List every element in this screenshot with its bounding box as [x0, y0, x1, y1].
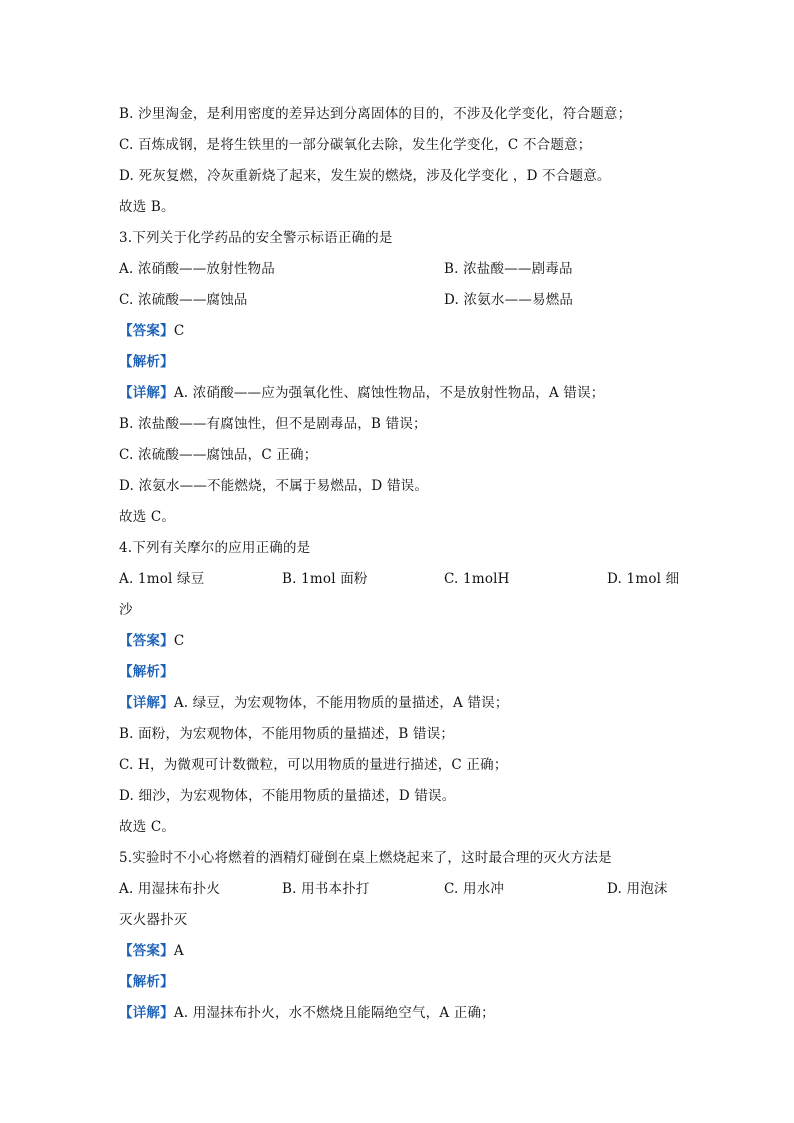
answer-value: A — [173, 943, 184, 959]
answer-value: C — [173, 633, 185, 649]
detail-text: A. 绿豆，为宏观物体，不能用物质的量描述，A 错误； — [173, 695, 509, 711]
q3-detail-c: C. 浓硫酸——腐蚀品，C 正确； — [119, 447, 318, 463]
q3-option-c: C. 浓硫酸——腐蚀品 — [119, 292, 248, 308]
answer-value: C — [173, 323, 185, 339]
q4-detail-d: D. 细沙，为宏观物体，不能用物质的量描述，D 错误。 — [119, 788, 456, 804]
q4-option-c: C. 1molH — [444, 571, 510, 587]
q4-option-d-continued: 沙 — [119, 602, 133, 618]
q3-option-a: A. 浓硝酸——放射性物品 — [119, 261, 275, 277]
q3-detail-d: D. 浓氨水——不能燃烧，不属于易燃品，D 错误。 — [119, 478, 429, 494]
text-line: B. 沙里淘金，是利用密度的差异达到分离固体的目的，不涉及化学变化，符合题意； — [119, 106, 632, 122]
q3-option-d: D. 浓氨水——易燃品 — [444, 292, 574, 308]
q5-option-a: A. 用湿抹布扑火 — [119, 881, 221, 897]
q3-answer — [119, 321, 184, 341]
q5-option-c: C. 用水冲 — [444, 881, 505, 897]
q5-analysis — [119, 972, 174, 992]
answer-tag: 【答案】 — [119, 943, 174, 959]
detail-text: A. 用湿抹布扑火，水不燃烧且能隔绝空气，A 正确； — [173, 1005, 495, 1021]
q4-answer — [119, 631, 184, 651]
text-line: 故选 B。 — [119, 199, 175, 215]
q5-detail-a — [119, 1003, 495, 1023]
answer-tag: 【答案】 — [119, 633, 174, 649]
q4-option-a: A. 1mol 绿豆 — [119, 571, 205, 587]
q3-detail-a — [119, 383, 604, 403]
q4-detail-b: B. 面粉，为宏观物体，不能用物质的量描述，B 错误； — [119, 726, 455, 742]
detail-tag: 【详解】 — [119, 1005, 174, 1021]
q4-choose: 故选 C。 — [119, 819, 176, 835]
text-line: D. 死灰复燃，冷灰重新烧了起来，发生炭的燃烧，涉及化学变化 ，D 不合题意。 — [119, 168, 611, 184]
answer-tag: 【答案】 — [119, 323, 174, 339]
q3-detail-b: B. 浓盐酸——有腐蚀性，但不是剧毒品，B 错误； — [119, 416, 427, 432]
analysis-tag: 【解析】 — [119, 974, 174, 990]
question-4: 4.下列有关摩尔的应用正确的是 — [119, 540, 311, 556]
q4-detail-a — [119, 693, 509, 713]
q3-analysis — [119, 352, 174, 372]
q3-option-b: B. 浓盐酸——剧毒品 — [444, 261, 573, 277]
question-5: 5.实验时不小心将燃着的酒精灯碰倒在桌上燃烧起来了，这时最合理的灭火方法是 — [119, 850, 612, 866]
q4-option-b: B. 1mol 面粉 — [282, 571, 368, 587]
q4-option-d: D. 1mol 细 — [607, 571, 680, 587]
q4-detail-c: C. H，为微观可计数微粒，可以用物质的量进行描述，C 正确； — [119, 757, 508, 773]
detail-text: A. 浓硝酸——应为强氧化性、腐蚀性物品，不是放射性物品，A 错误； — [173, 385, 605, 401]
q5-option-d-continued: 灭火器扑灭 — [119, 912, 188, 928]
q5-option-d: D. 用泡沫 — [607, 881, 668, 897]
q5-answer — [119, 941, 184, 961]
text-line: C. 百炼成钢，是将生铁里的一部分碳氧化去除，发生化学变化，C 不合题意； — [119, 137, 592, 153]
analysis-tag: 【解析】 — [119, 664, 174, 680]
analysis-tag: 【解析】 — [119, 354, 174, 370]
q5-option-b: B. 用书本扑打 — [282, 881, 370, 897]
detail-tag: 【详解】 — [119, 385, 174, 401]
q3-choose: 故选 C。 — [119, 509, 176, 525]
detail-tag: 【详解】 — [119, 695, 174, 711]
q4-analysis — [119, 662, 174, 682]
question-3: 3.下列关于化学药品的安全警示标语正确的是 — [119, 230, 393, 246]
